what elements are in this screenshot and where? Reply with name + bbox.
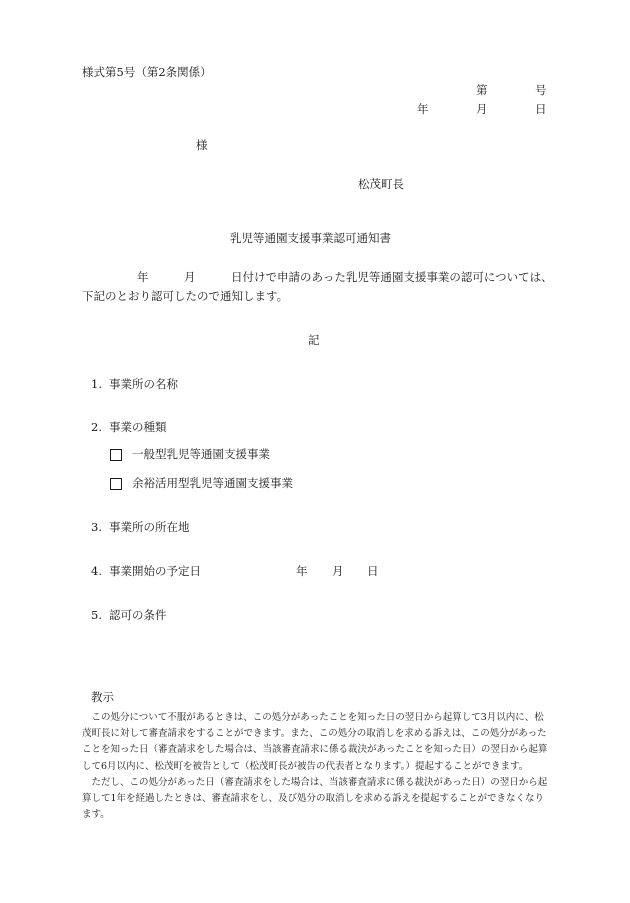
doc-number-prefix: 第 (476, 83, 488, 97)
body-text-line2: 下記のとおり認可したので通知します。 (82, 289, 289, 303)
item-2-number: 2. (91, 420, 102, 434)
item-4-day: 日 (367, 564, 379, 578)
date-year: 年 (417, 102, 429, 116)
item-5-label: 認可の条件 (109, 608, 167, 622)
notice-heading: 教示 (91, 690, 114, 704)
body-year: 年 (137, 270, 149, 284)
date-day: 日 (535, 102, 547, 116)
item-1-number: 1. (91, 377, 102, 391)
item-3-number: 3. (91, 520, 102, 534)
type-option-2-label: 余裕活用型乳児等通園支援事業 (132, 476, 293, 490)
notice-paragraph-2: ただし、この処分があった日（審査請求をした場合は、当該審査請求に係る裁決があった日）の翌日から起算して1年を経過したときは、審査請求をし、及び処分の取消しを求める訴えを提起することができなくなります。 (82, 776, 548, 821)
date-month: 月 (476, 102, 488, 116)
item-4-month: 月 (332, 564, 344, 578)
item-4-label: 事業開始の予定日 (109, 564, 201, 578)
issuer: 松茂町長 (358, 177, 404, 191)
ki-heading: 記 (308, 333, 320, 347)
body-month: 月 (184, 270, 196, 284)
notice-body (82, 710, 552, 823)
type-option-1-checkbox[interactable] (110, 449, 122, 461)
recipient-suffix: 様 (196, 138, 208, 152)
body-text-line1: 日付けで申請のあった乳児等通園支援事業の認可については、 (231, 270, 553, 284)
doc-number-suffix: 号 (535, 83, 547, 97)
item-1-label: 事業所の名称 (109, 377, 178, 391)
type-option-1-label: 一般型乳児等通園支援事業 (132, 447, 270, 461)
type-option-2-checkbox[interactable] (110, 478, 122, 490)
item-2-label: 事業の種類 (109, 420, 167, 434)
item-3-label: 事業所の所在地 (109, 520, 190, 534)
form-number: 様式第5号（第2条関係） (82, 65, 212, 79)
item-4-year: 年 (296, 564, 308, 578)
item-4-number: 4. (91, 564, 102, 578)
item-5-number: 5. (91, 608, 102, 622)
notice-paragraph-1: この処分について不服があるときは、この処分があったことを知った日の翌日から起算して3月以内に、松茂町長に対して審査請求をすることができます。また、この処分の取消しを求める訴えは、この処分があったことを知った日（審査請求をした場合は、当該審査請求に係る裁決があったことを知った日）の翌日から起算して6月以内に、松茂町を被告として（松茂町長が被告の代表者となります。）提起することができます。 (82, 712, 548, 772)
document-title: 乳児等通園支援事業認可通知書 (230, 231, 391, 245)
